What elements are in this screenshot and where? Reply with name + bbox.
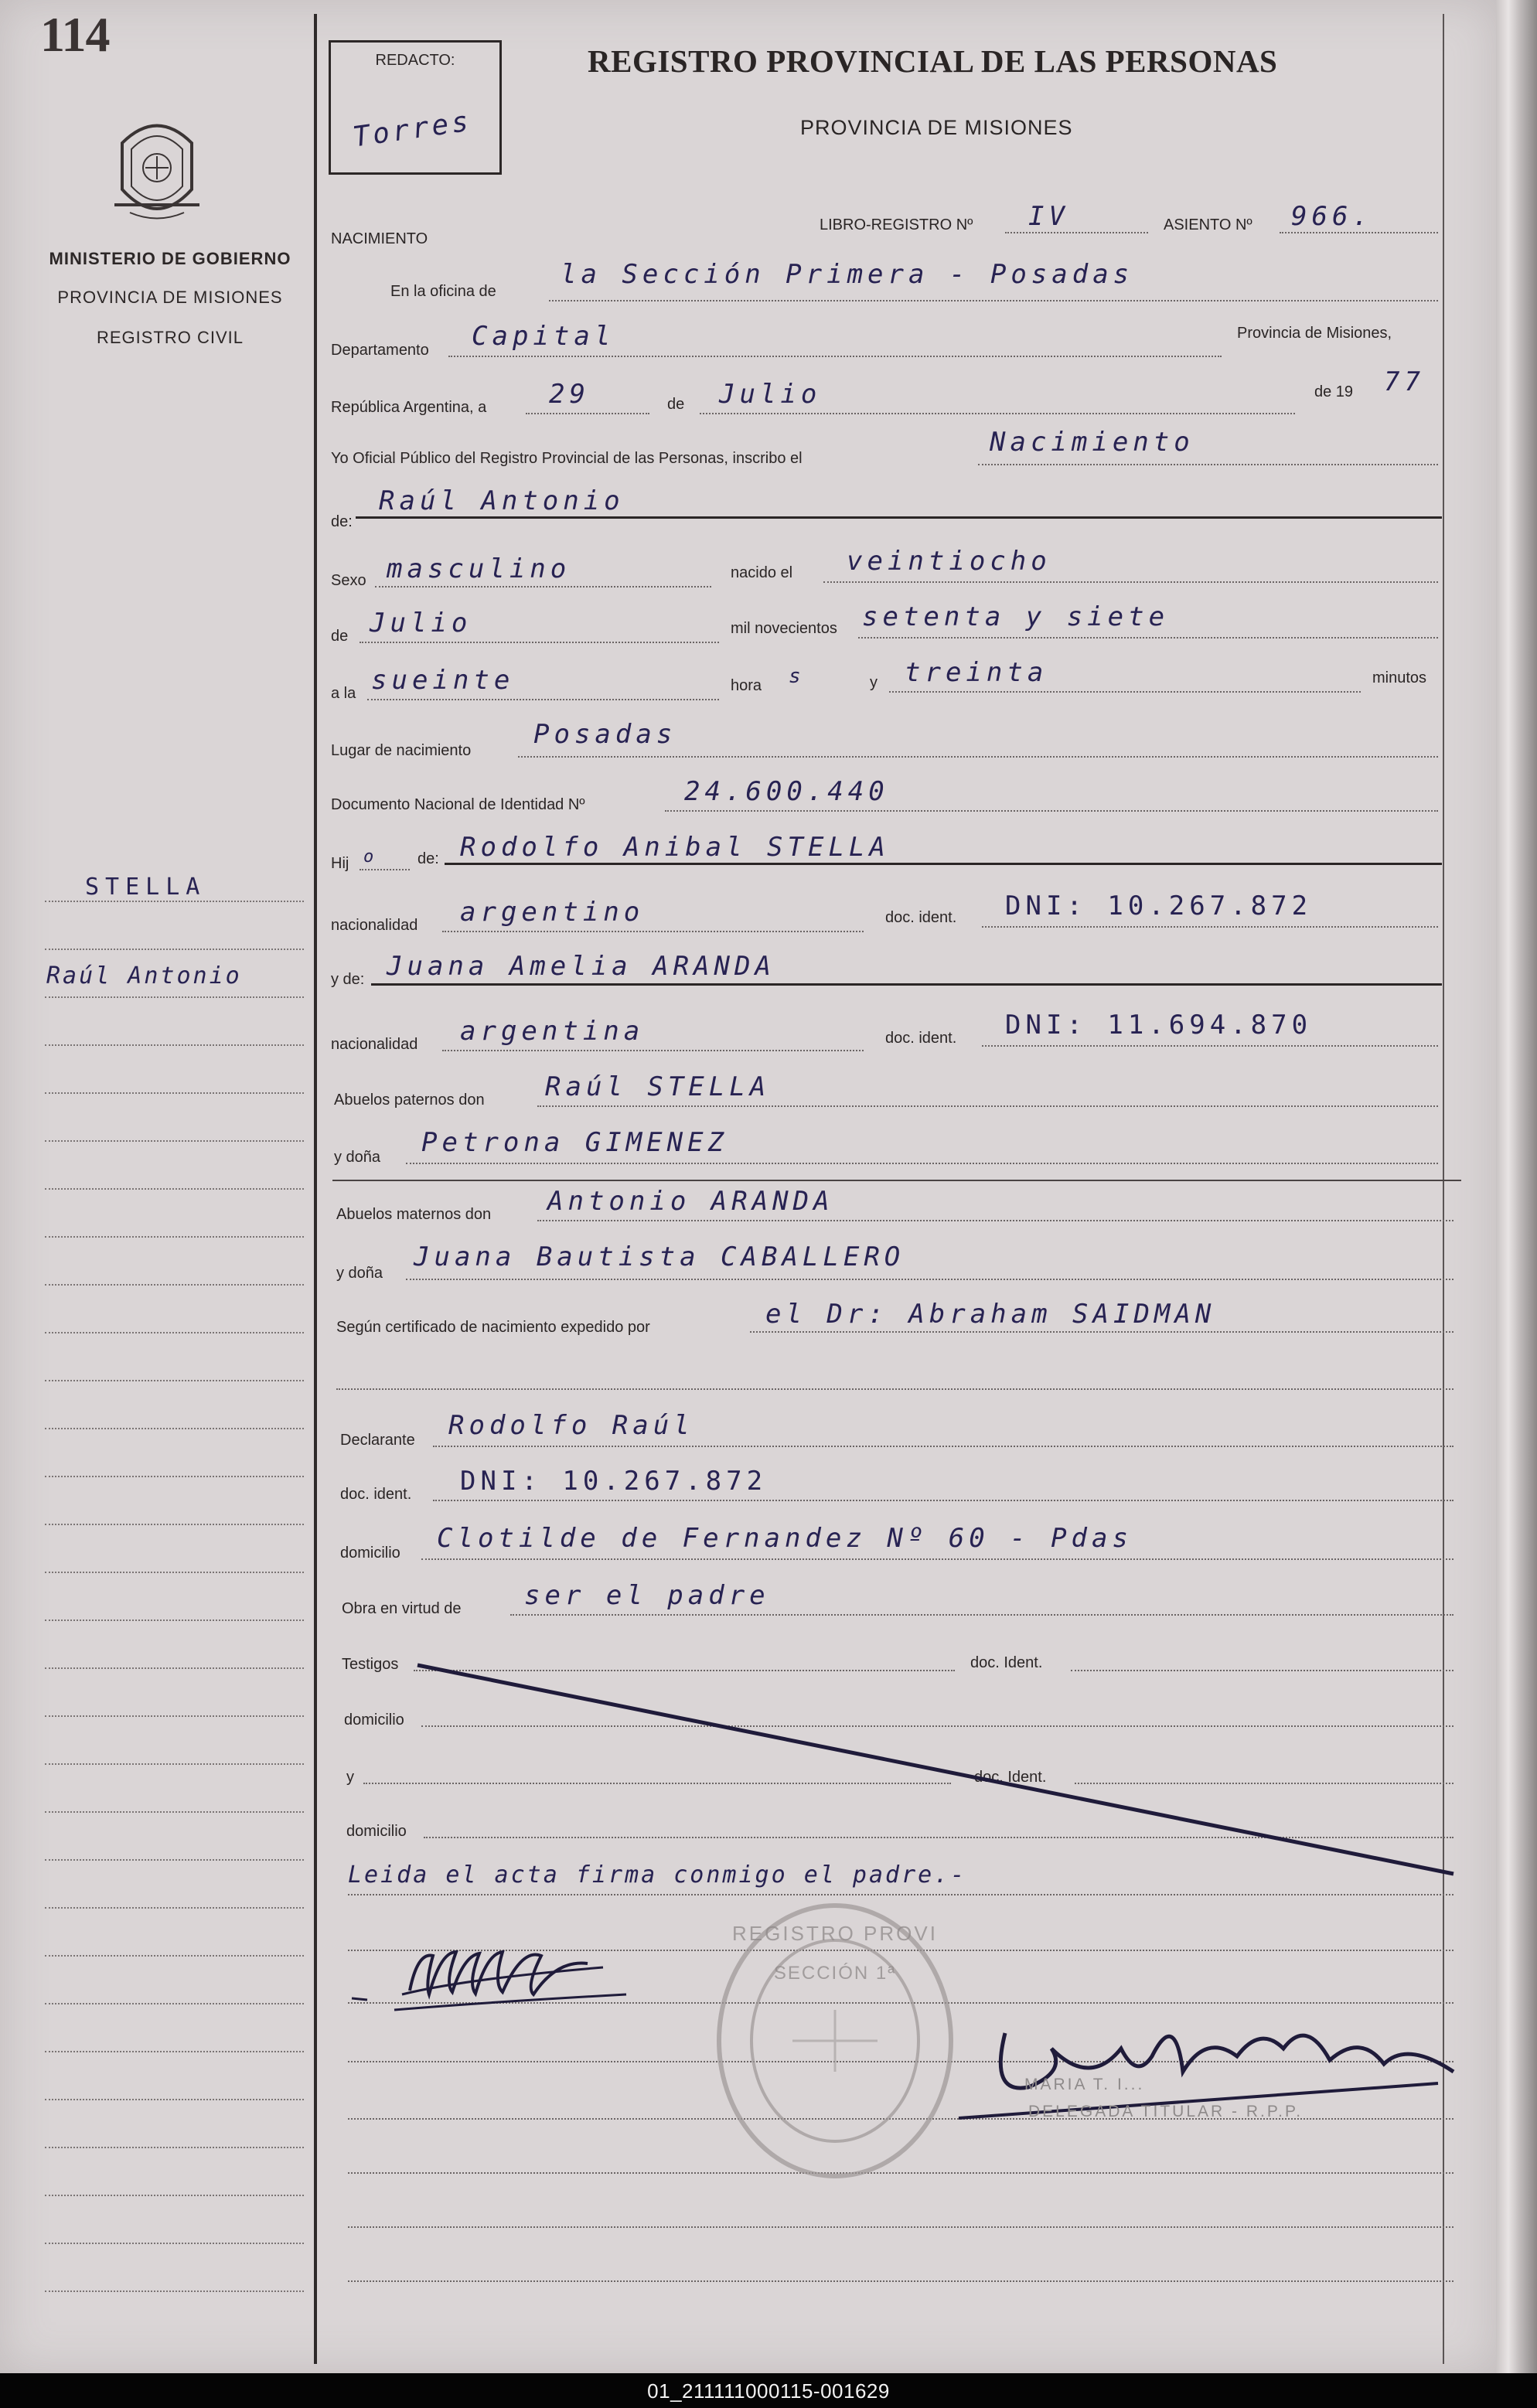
margin-line xyxy=(45,1524,304,1525)
margin-line xyxy=(45,1667,304,1669)
madre-nac-value: argentina xyxy=(460,1016,645,1047)
provincia-label: Provincia de Misiones, xyxy=(1237,325,1392,342)
redacto-value: Torres xyxy=(350,105,474,154)
padre-doc-value: DNI: 10.267.872 xyxy=(1005,891,1313,921)
hora-suffix: s xyxy=(789,665,806,688)
abuelo-pat-value: Raúl STELLA xyxy=(545,1071,771,1102)
year-value: 77 xyxy=(1384,366,1425,397)
page-number: 114 xyxy=(40,7,110,62)
margin-line xyxy=(45,2099,304,2100)
margin-surname: STELLA xyxy=(85,874,206,901)
lugar-value: Posadas xyxy=(533,719,677,750)
margin-line xyxy=(45,1188,304,1190)
abuelos-pat-label: Abuelos paternos don xyxy=(334,1092,485,1109)
hijo-label: Hij xyxy=(331,855,349,872)
margin-line xyxy=(45,1572,304,1573)
mil-label: mil novecientos xyxy=(731,620,837,637)
decl-doc-value: DNI: 10.267.872 xyxy=(460,1466,768,1497)
padre-value: Rodolfo Anibal STELLA xyxy=(460,832,890,863)
abuela-pat-label: y doña xyxy=(334,1149,381,1166)
domicilio-value: Clotilde de Fernandez Nº 60 - Pdas xyxy=(437,1523,1133,1554)
hijo-suffix: o xyxy=(363,847,376,867)
hora-label: hora xyxy=(731,677,762,694)
margin-line xyxy=(45,1907,304,1909)
asiento-label: ASIENTO Nº xyxy=(1164,216,1252,233)
hora-value: sueinte xyxy=(371,665,515,696)
ministry-label: MINISTERIO DE GOBIERNO xyxy=(49,249,291,268)
day-value: 29 xyxy=(549,379,590,410)
margin-line xyxy=(45,1236,304,1238)
margin-line xyxy=(45,2243,304,2244)
certificado-label: Según certificado de nacimiento expedido por xyxy=(336,1319,650,1336)
abuelos-mat-label: Abuelos maternos don xyxy=(336,1206,492,1223)
margin-line xyxy=(45,1715,304,1717)
abuela-mat-value: Juana Bautista CABALLERO xyxy=(414,1241,905,1272)
margin-line xyxy=(45,2147,304,2148)
page-edge xyxy=(1496,0,1537,2373)
redacto-box xyxy=(329,40,502,175)
registry-stamp-icon xyxy=(707,1894,963,2188)
margin-line xyxy=(45,1380,304,1381)
margin-line xyxy=(45,901,304,902)
official-title: DELEGADA TITULAR - R.P.P. xyxy=(1028,2103,1304,2120)
de-mes-label: de xyxy=(331,628,349,645)
margin-line xyxy=(45,996,304,998)
svg-text:REGISTRO PROVI: REGISTRO PROVI xyxy=(732,1922,938,1945)
document-subtitle: PROVINCIA DE MISIONES xyxy=(800,116,1073,139)
padre-nac-label: nacionalidad xyxy=(331,917,418,934)
margin-line xyxy=(45,1811,304,1813)
nacido-label: nacido el xyxy=(731,564,793,581)
obra-label: Obra en virtud de xyxy=(342,1600,462,1617)
section-divider xyxy=(332,1180,1461,1181)
yde-label: y de: xyxy=(331,971,365,988)
abuela-mat-label: y doña xyxy=(336,1265,383,1282)
column-divider xyxy=(314,14,317,2364)
dni-label: Documento Nacional de Identidad Nº xyxy=(331,796,585,813)
declarante-label: Declarante xyxy=(340,1432,415,1449)
lugar-label: Lugar de nacimiento xyxy=(331,742,472,759)
image-footer xyxy=(0,2373,1537,2408)
testigo1-doc-label: doc. Ident. xyxy=(970,1654,1043,1671)
oficial-label: Yo Oficial Público del Registro Provincial de las Personas, inscribo el xyxy=(331,450,803,467)
margin-line xyxy=(45,1092,304,1094)
leida-value: Leida el acta firma conmigo el padre.- xyxy=(348,1861,967,1889)
abuela-pat-value: Petrona GIMENEZ xyxy=(421,1127,729,1158)
official-name: MARIA T. I... xyxy=(1024,2076,1145,2093)
coat-of-arms-icon xyxy=(107,112,207,228)
testigo2-y-label: y xyxy=(346,1769,354,1786)
madre-nac-label: nacionalidad xyxy=(331,1036,418,1053)
sexo-label: Sexo xyxy=(331,572,366,589)
minutos-label: minutos xyxy=(1372,669,1427,686)
month-value: Julio xyxy=(719,379,822,410)
record-type: NACIMIENTO xyxy=(331,230,428,247)
margin-line xyxy=(45,2051,304,2052)
margin-line xyxy=(45,1763,304,1765)
inscribo-value: Nacimiento xyxy=(990,427,1194,458)
svg-text:SECCIÓN 1ª: SECCIÓN 1ª xyxy=(773,1963,897,1984)
oficina-value: la Sección Primera - Posadas xyxy=(561,259,1134,290)
margin-line xyxy=(45,1620,304,1621)
republica-label: República Argentina, a xyxy=(331,399,487,416)
margin-line xyxy=(45,1044,304,1046)
testigo2-doc-label: doc. Ident. xyxy=(974,1769,1047,1786)
padre-nac-value: argentino xyxy=(460,897,645,928)
dni-value: 24.600.440 xyxy=(684,776,889,807)
testigos-strikethrough xyxy=(410,1654,1461,1886)
sexo-value: masculino xyxy=(387,553,571,584)
declarante-value: Rodolfo Raúl xyxy=(448,1410,694,1441)
certificado-value: el Dr: Abraham SAIDMAN xyxy=(765,1299,1216,1330)
margin-line xyxy=(45,2195,304,2196)
registry-label: REGISTRO CIVIL xyxy=(96,328,244,347)
libro-label: LIBRO-REGISTRO Nº xyxy=(820,216,973,233)
margin-line xyxy=(45,2290,304,2292)
oficina-label: En la oficina de xyxy=(390,283,496,300)
margin-line xyxy=(45,1140,304,1142)
decl-doc-label: doc. ident. xyxy=(340,1486,412,1503)
madre-value: Juana Amelia ARANDA xyxy=(387,951,775,982)
y-label: y xyxy=(870,674,878,691)
nacido-value: veintiocho xyxy=(847,546,1051,577)
testigos-label: Testigos xyxy=(342,1656,399,1673)
asiento-value: 966. xyxy=(1291,201,1373,232)
margin-line xyxy=(45,2003,304,2004)
margin-line xyxy=(45,949,304,950)
document-title: REGISTRO PROVINCIAL DE LAS PERSONAS xyxy=(588,43,1278,79)
declarant-signature-icon xyxy=(348,1936,642,2029)
margin-line xyxy=(45,1859,304,1861)
official-signature-icon xyxy=(943,1987,1469,2157)
nombre-value: Raúl Antonio xyxy=(379,485,625,516)
margin-line xyxy=(45,1476,304,1477)
hijo-de-label: de: xyxy=(417,850,439,867)
libro-value: IV xyxy=(1028,201,1069,232)
testigo2-domicilio-label: domicilio xyxy=(346,1823,407,1840)
minutos-value: treinta xyxy=(905,657,1048,688)
padre-doc-label: doc. ident. xyxy=(885,909,957,926)
de-nombre-label: de: xyxy=(331,513,353,530)
ala-label: a la xyxy=(331,685,356,702)
obra-value: ser el padre xyxy=(524,1580,770,1611)
madre-doc-value: DNI: 11.694.870 xyxy=(1005,1010,1313,1041)
province-label: PROVINCIA DE MISIONES xyxy=(57,288,283,307)
margin-names: Raúl Antonio xyxy=(46,962,242,989)
year-label: de 19 xyxy=(1314,383,1354,400)
margin-line xyxy=(45,1955,304,1957)
testigo1-domicilio-label: domicilio xyxy=(344,1711,404,1729)
margin-line xyxy=(45,1284,304,1286)
departamento-value: Capital xyxy=(472,321,615,352)
redacto-label: REDACTO: xyxy=(375,52,455,69)
anio-letras-value: setenta y siete xyxy=(862,601,1170,632)
de-label: de xyxy=(667,396,685,413)
mes-letras-value: Julio xyxy=(370,608,472,639)
image-filename: 01_211111000115-001629 xyxy=(647,2379,890,2403)
margin-line xyxy=(45,1428,304,1429)
abuelo-mat-value: Antonio ARANDA xyxy=(547,1186,834,1217)
madre-doc-label: doc. ident. xyxy=(885,1030,957,1047)
departamento-label: Departamento xyxy=(331,342,429,359)
margin-line xyxy=(45,1332,304,1333)
domicilio-label: domicilio xyxy=(340,1545,400,1562)
